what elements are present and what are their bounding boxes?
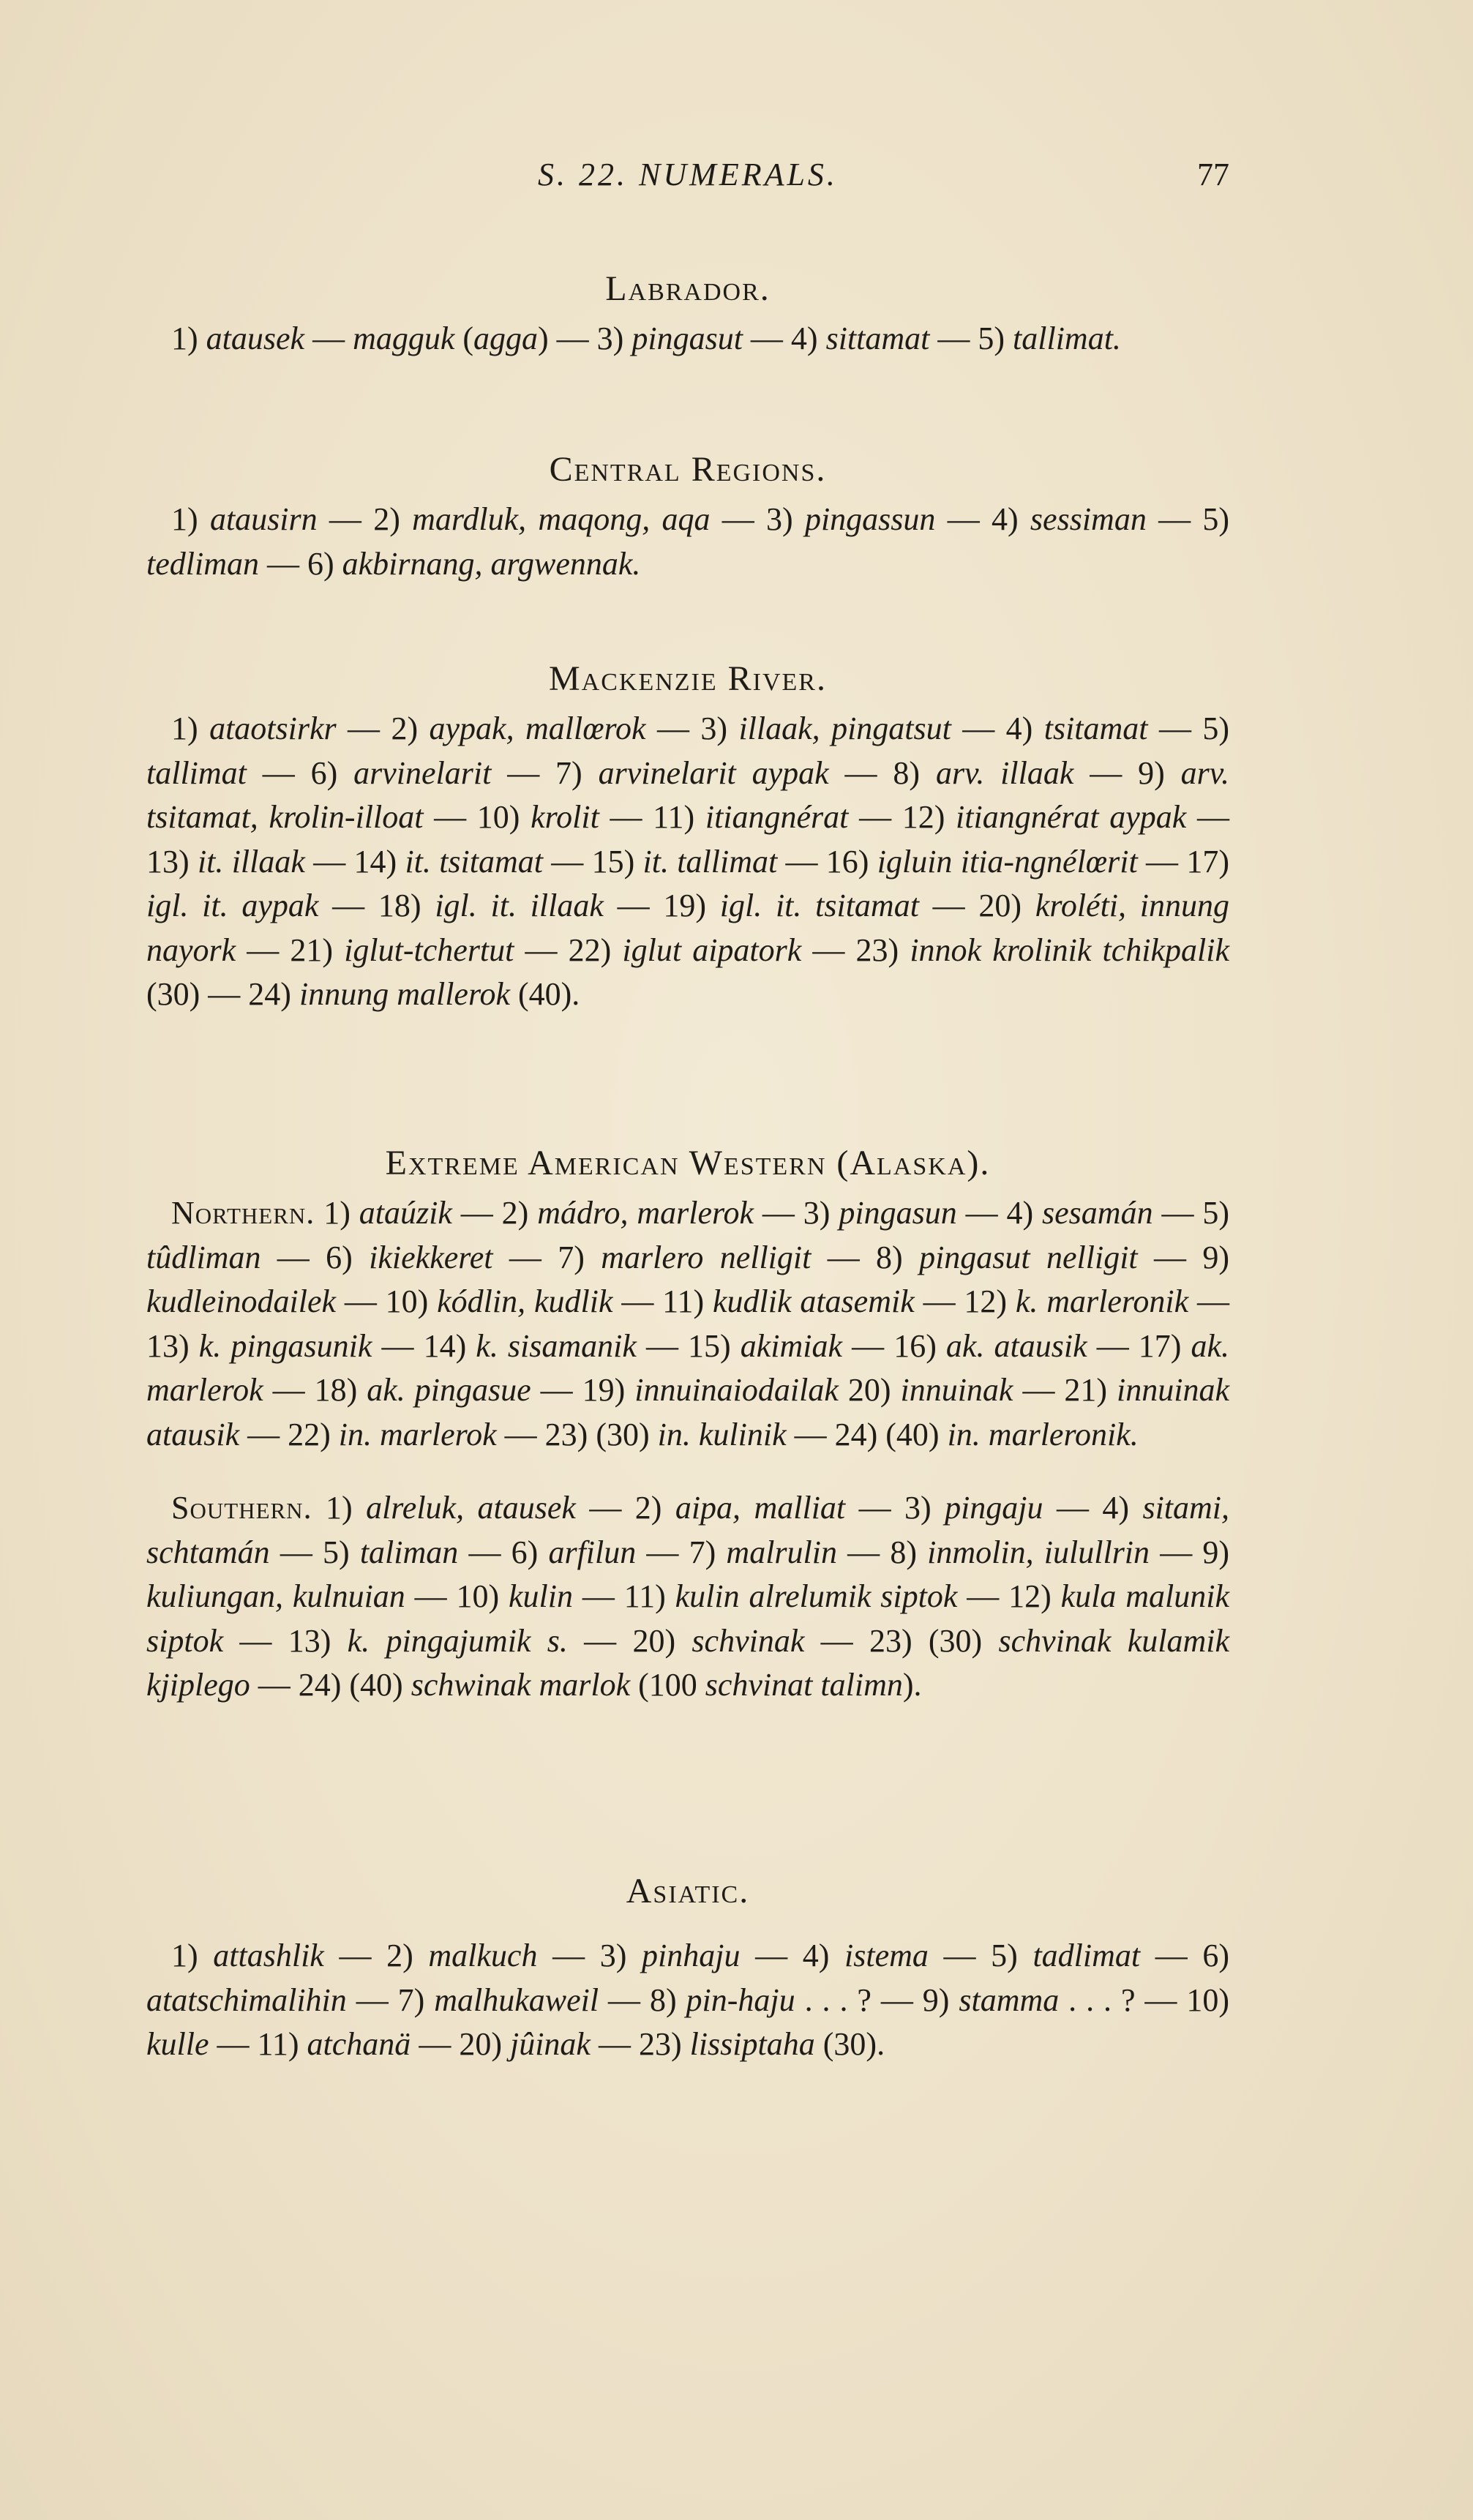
section-central-regions (146, 448, 1229, 586)
paragraph-labrador: 1) atausek — magguk (agga) — 3) pingasut — 4) sittamat — 5) tallimat. (171, 320, 1121, 356)
heading-central-regions: Central Regions. (549, 450, 827, 489)
paragraph-alaska-northern: Northern. 1) ataúzik — 2) mádro, marlerok — 3) pingasun — 4) sesamán — 5) tûdliman — 6) ikiekkeret — 7) marlero nelligit — 8) pingasut nelligit — 9) kudleinodailek — 10) kódlin, kudlik — 11) kudlik atasemik — 12) k. marleronik — 13) k. pingasunik — 14) k. sisamanik — 15) akimiak — 16) ak. atausik — 17) ak. marlerok — 18) ak. pingasue — 19) innuinaiodailak 20) innuinak — 21) innuinak atausik — 22) in. marlerok — 23) (30) in. kulinik — 24) (40) in. marleronik. (146, 1195, 1230, 1452)
paragraph-central-regions: 1) atausirn — 2) mardluk, maqong, aqa — 3) pingassun — 4) sessiman — 5) tedliman — 6) akbirnang, argwennak. (146, 501, 1230, 582)
paragraph-asiatic: 1) attashlik — 2) malkuch — 3) pinhaju — 4) istema — 5) tadlimat — 6) atatschimalihin — 7) malhukaweil — 8) pin-haju . . . ? — 9) stamma . . . ? — 10) kulle — 11) atchanä — 20) jûinak — 23) lissiptaha (30). (146, 1938, 1230, 2062)
running-head (146, 156, 1229, 200)
heading-labrador: Labrador. (605, 269, 771, 308)
running-head-title: S. 22. NUMERALS. (538, 157, 838, 192)
paragraph-alaska-southern: Southern. 1) alreluk, atausek — 2) aipa, malliat — 3) pingaju — 4) sitami, schtamán — 5) taliman — 6) arfilun — 7) malrulin — 8) inmolin, iulullrin — 9) kuliungan, kulnuian — 10) kulin — 11) kulin alrelumik siptok — 12) kula malunik siptok — 13) k. pingajumik s. — 20) schvinak — 23) (30) schvinak kulamik kjiplego — 24) (40) schwinak marlok (100 schvinat talimn). (146, 1490, 1230, 1703)
paragraph-mackenzie-river: 1) ataotsirkr — 2) aypak, mallœrok — 3) illaak, pingatsut — 4) tsitamat — 5) tallimat — 6) arvinelarit — 7) arvinelarit aypak — 8) arv. illaak — 9) arv. tsitamat, krolin-illoat — 10) krolit — 11) itiangnérat — 12) itiangnérat aypak — 13) it. illaak — 14) it. tsitamat — 15) it. tallimat — 16) igluin itia-ngnélœrit — 17) igl. it. aypak — 18) igl. it. illaak — 19) igl. it. tsitamat — 20) kroléti, innung nayork — 21) iglut-tchertut — 22) iglut aipatork — 23) innok krolinik tchikpalik (30) — 24) innung mallerok (40). (146, 710, 1230, 1012)
section-alaska (146, 1141, 1229, 1708)
heading-asiatic: Asiatic. (626, 1872, 750, 1910)
heading-alaska: Extreme American Western (Alaska). (385, 1144, 991, 1182)
section-labrador (146, 267, 1229, 361)
section-mackenzie-river (146, 657, 1229, 1017)
page-number: 77 (1197, 157, 1229, 192)
section-asiatic (146, 1870, 1229, 2067)
heading-mackenzie-river: Mackenzie River. (549, 659, 827, 698)
